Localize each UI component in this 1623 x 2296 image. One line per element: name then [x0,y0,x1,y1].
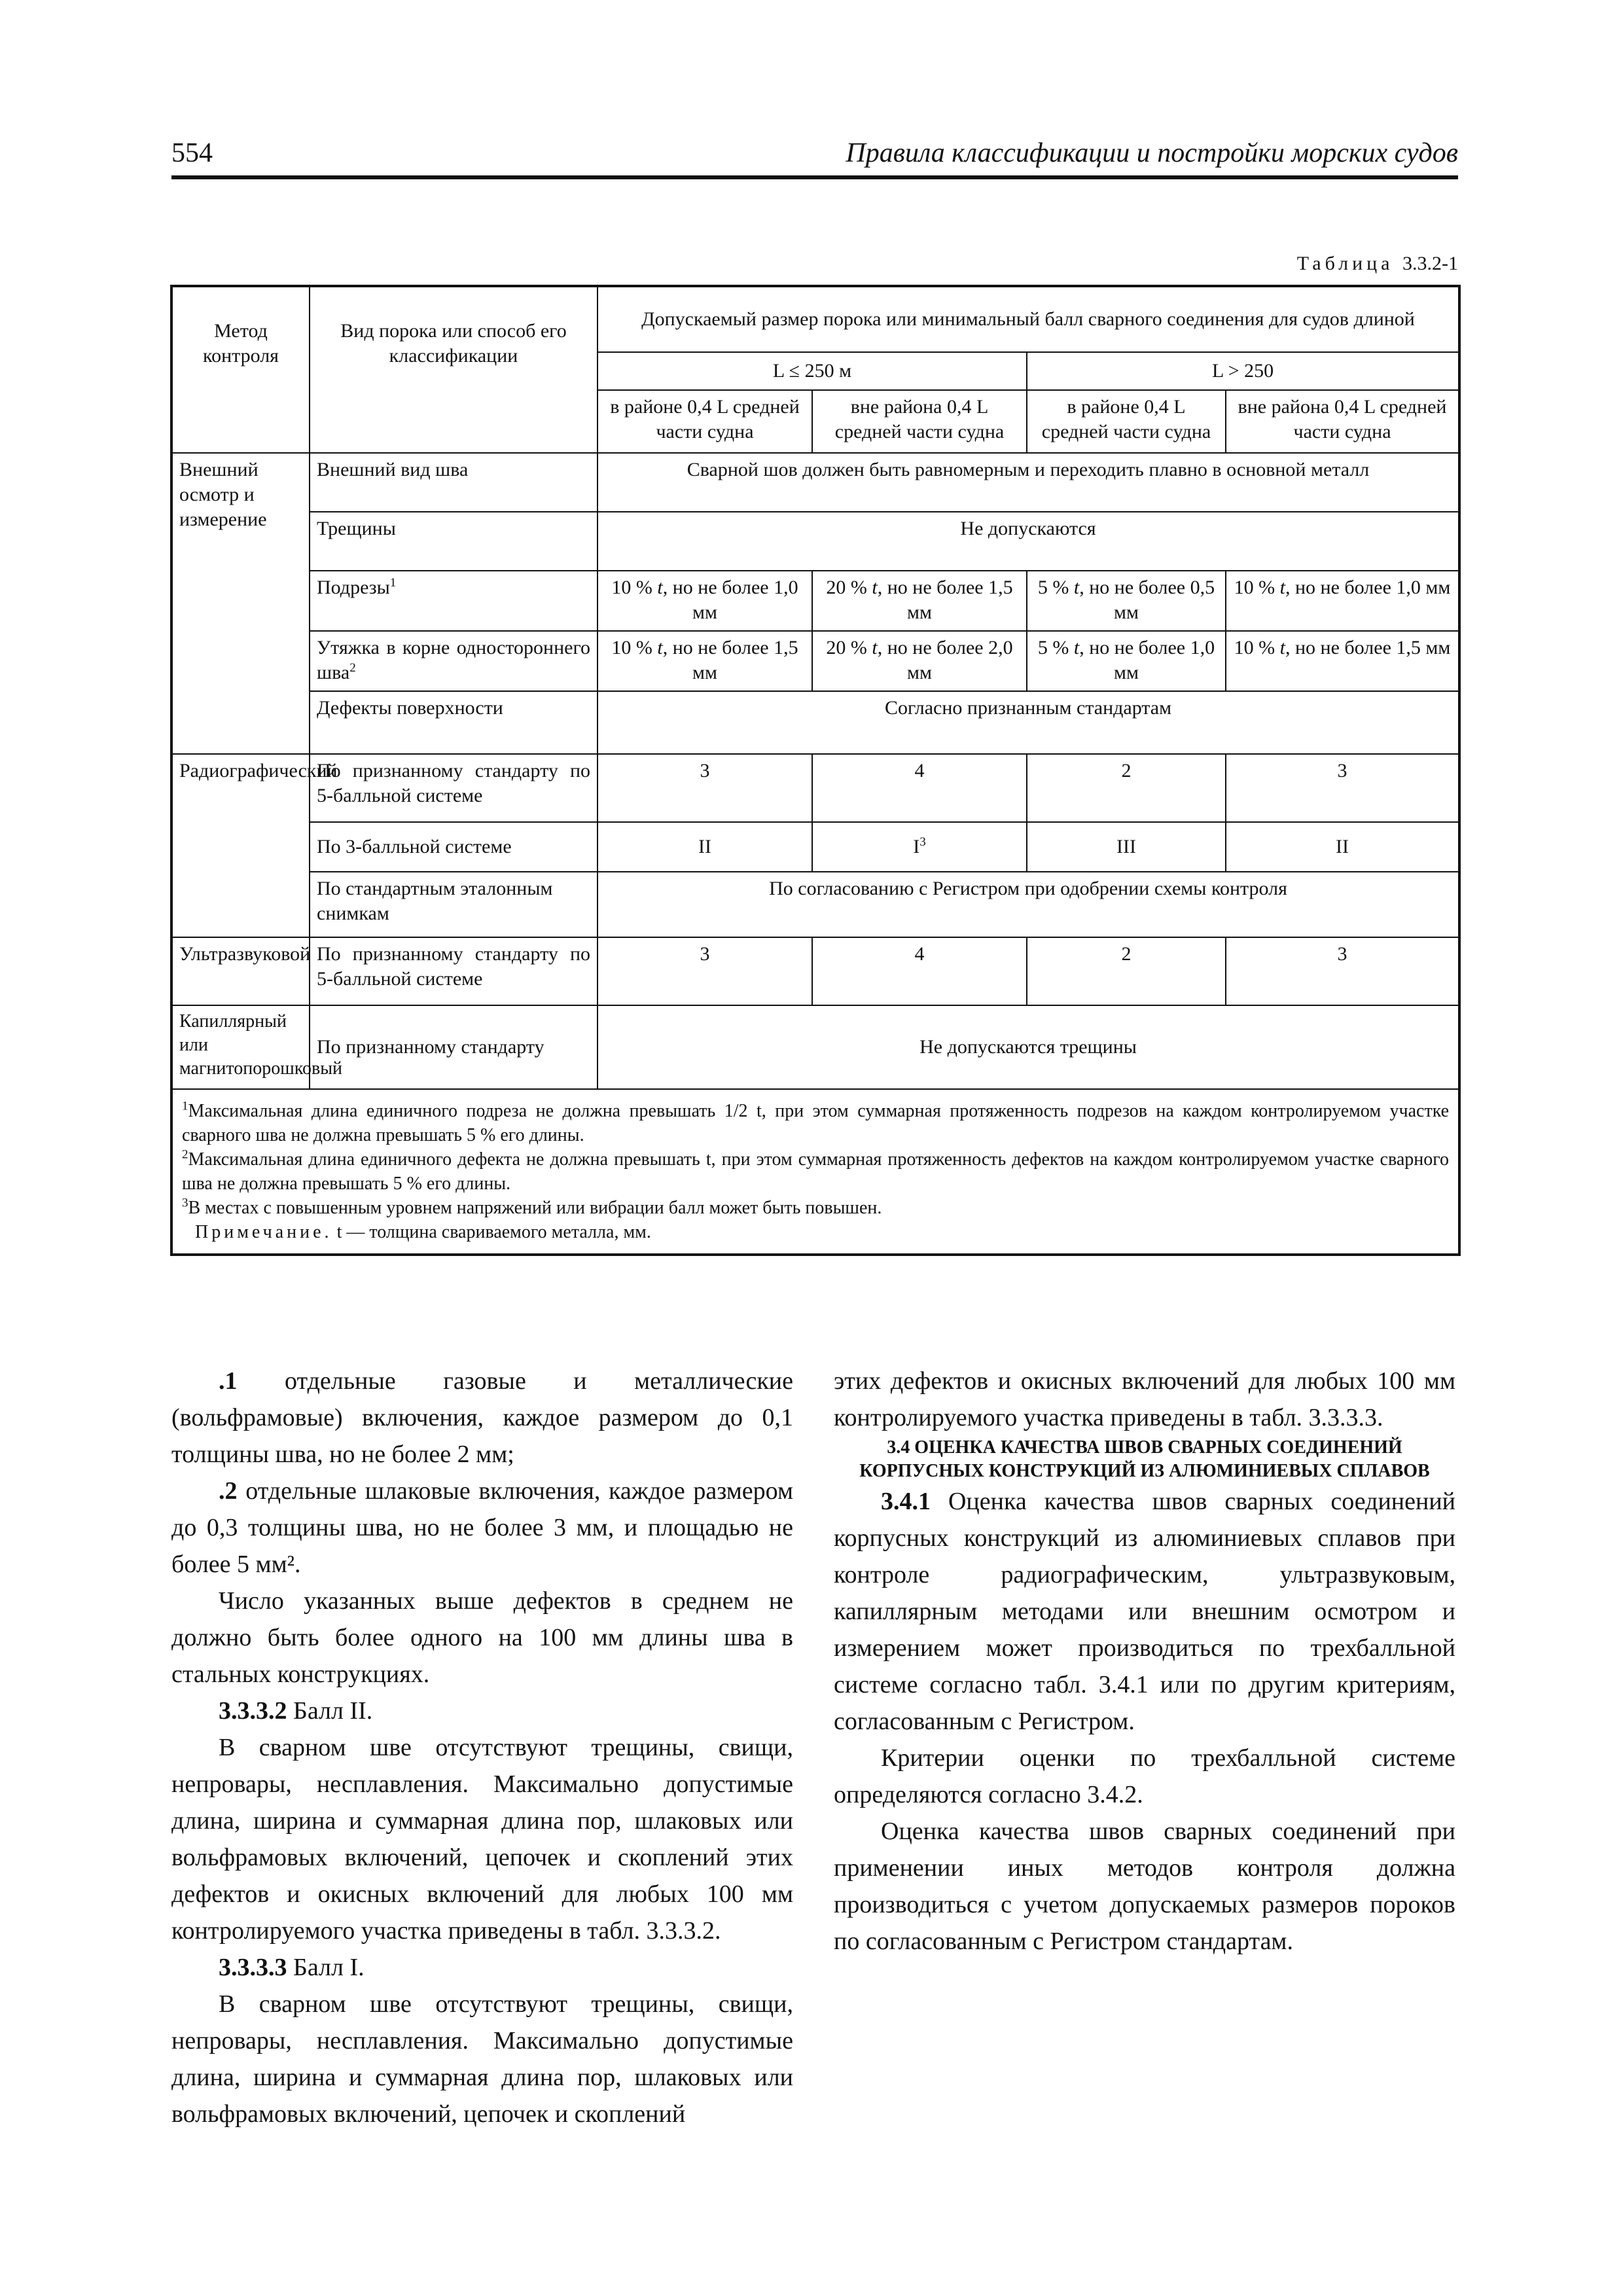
radio-etalon-value: По согласованию с Регистром при одобрении схемы контроля [597,872,1459,937]
var-t: t [1279,637,1285,658]
table-notes [172,1089,1459,1254]
radio-sys3-1: II [597,822,812,872]
item-2-text: отдельные шлаковые включения, каждое размером до 0,3 толщины шва, но не более 3 мм, и площадью не более 5 мм². [171,1477,793,1578]
clause-3-3-3-3-text: Балл I. [287,1954,365,1981]
undercuts-cell-4 [1226,571,1459,631]
undercuts-cell-3 [1027,571,1226,631]
footnote-mark-1: 1 [389,576,397,590]
running-title: Правила классификации и постройки морских судов [846,138,1458,168]
row-undercuts [310,571,597,631]
var-t: t [657,577,663,598]
root-value-1: 10 % [611,637,652,658]
ultra-std5-2: 4 [812,937,1027,1005]
radio-etalon: По стандартным эталонным снимкам [310,872,597,937]
row-surface: Дефекты поверхности [310,691,597,754]
root-cell-1 [597,631,812,691]
header-rule [171,175,1458,179]
radio-sys3: По 3-балльной системе [310,822,597,872]
undercuts-value-4: 10 % [1234,577,1275,598]
capillary-value: Не допускаются трещины [597,1005,1459,1089]
root-tail-3: , но не более 1,0 мм [1079,637,1215,683]
table-caption-word: Таблица [1296,253,1394,274]
head-allowed: Допускаемый размер порока или минимальный балл сварного соединения для судов длиной [597,287,1459,352]
note-3 [182,1196,1449,1220]
method-visual: Внешний осмотр и измерение [172,453,310,754]
root-tail-1: , но не более 1,5 мм [662,637,798,683]
root-tail-4: , но не более 1,5 мм [1285,637,1451,658]
para-defect-count: Число указанных выше дефектов в среднем не должно быть более одного на 100 мм длины шва в стальных конструкциях. [171,1587,793,1688]
row-appearance-value: Сварной шов должен быть равномерным и переходить плавно в основной металл [597,453,1459,512]
para-criteria: Критерии оценки по трехбалльной системе определяются согласно 3.4.2. [834,1744,1455,1808]
footnote-mark-3: 3 [919,835,926,849]
var-t: t [1073,577,1080,598]
method-radio: Радиографический [172,754,310,937]
note-3-text: В местах с повышенным уровнем напряжений или вибрации балл может быть повышен. [188,1198,882,1218]
undercuts-value-2: 20 % [826,577,867,598]
undercuts-value-3: 5 % [1037,577,1069,598]
radio-sys3-2-value: I [913,836,920,857]
item-1-number: .1 [219,1367,238,1395]
root-value-4: 10 % [1234,637,1275,658]
head-out-region-2: вне района 0,4 L средней части судна [1226,390,1459,453]
undercuts-tail-1: , но не более 1,0 мм [662,577,798,623]
ultra-std5-3: 2 [1027,937,1226,1005]
note-1-mark: 1 [182,1099,188,1113]
radio-sys3-4: II [1226,822,1459,872]
root-cell-4 [1226,631,1459,691]
undercuts-cell-2 [812,571,1027,631]
page-number: 554 [171,138,213,168]
clause-3-4-1-text: Оценка качества швов сварных соединений корпусных конструкций из алюминиевых сплавов при контроле радиографическим, ультразвуковым, капиллярным методами или внешним осмотром и измерением может производиться по трехбалльной системе согласно табл. 3.4.1 или по другим критериям, согласованным с Регистром. [834,1488,1455,1735]
head-in-region-1: в районе 0,4 L средней части судна [597,390,812,453]
undercuts-tail-2: , но не более 1,5 мм [877,577,1013,623]
method-capillary: Капиллярный или магнитопорошковый [172,1005,310,1089]
root-cell-3 [1027,631,1226,691]
root-cell-2 [812,631,1027,691]
defect-criteria-table [171,286,1459,1255]
note-2 [182,1147,1449,1196]
ultra-std5-4: 3 [1226,937,1459,1005]
head-in-region-2: в районе 0,4 L средней части судна [1027,390,1226,453]
undercuts-value-1: 10 % [611,577,652,598]
body-column-left [171,1363,793,2132]
ultra-std5-1: 3 [597,937,812,1005]
footnote-mark-2: 2 [349,661,356,675]
var-t: t [872,577,878,598]
root-tail-2: , но не более 2,0 мм [877,637,1013,683]
ultra-std5: По признанному стандарту по 5-балльной системе [310,937,597,1005]
undercuts-tail-3: , но не более 0,5 мм [1079,577,1215,623]
clause-3-3-3-2-number: 3.3.3.2 [219,1697,287,1725]
body-column-right [834,1363,1455,1960]
method-ultra: Ультразвуковой [172,937,310,1005]
root-value-2: 20 % [826,637,867,658]
radio-std5-4: 3 [1226,754,1459,822]
row-appearance: Внешний вид шва [310,453,597,512]
row-cracks: Трещины [310,512,597,571]
para-ball-2-text: В сварном шве отсутствуют трещины, свищи, непровары, несплавления. Максимально допустимые длина, ширина и суммарная длина пор, шлаковых или вольфрамовых включений, цепочек и скоплений этих дефектов и окисных включений для любых 100 мм контролируемого участка приведены в табл. 3.3.3.2. [171,1734,793,1945]
row-root [310,631,597,691]
row-undercuts-label: Подрезы [317,577,390,598]
undercuts-tail-4: , но не более 1,0 мм [1285,577,1451,598]
para-item-1 [171,1363,793,1473]
note-2-text: Максимальная длина единичного дефекта не должна превышать t, при этом суммарная протяженность дефектов на каждом контролируемом участке сварного шва не должна превышать 5 % его длины. [182,1149,1450,1194]
head-l-gt-250: L > 250 [1027,352,1459,390]
item-1-text: отдельные газовые и металлические (вольфрамовые) включения, каждое размером до 0,1 толщины шва, но не более 2 мм; [171,1367,793,1468]
para-other-methods: Оценка качества швов сварных соединений при применении иных методов контроля должна производиться с учетом допускаемых размеров пороков по согласованным с Регистром стандартам. [834,1818,1455,1955]
radio-sys3-2 [812,822,1027,872]
radio-std5: По признанному стандарту по 5-балльной системе [310,754,597,822]
note-3-mark: 3 [182,1196,188,1210]
table-caption [1297,253,1458,275]
root-value-3: 5 % [1037,637,1069,658]
head-out-region-1: вне района 0,4 L средней части судна [812,390,1027,453]
var-t: t [872,637,878,658]
row-root-label: Утяжка в корне одностороннего шва [317,637,590,683]
note-remark-word: Примечание. [195,1222,332,1242]
clause-3-3-3-3-number: 3.3.3.3 [219,1954,287,1981]
note-2-mark: 2 [182,1147,188,1162]
row-cracks-value: Не допускаются [597,512,1459,571]
para-3-3-3-3 [171,1949,793,1986]
radio-std5-3: 2 [1027,754,1226,822]
var-t: t [1073,637,1080,658]
radio-sys3-3: III [1027,822,1226,872]
note-1-text: Максимальная длина единичного подреза не должна превышать 1/2 t, при этом суммарная протяженность подрезов на каждом контролируемом участке сварного шва не должна превышать 5 % его длины. [182,1101,1450,1145]
head-l-le-250: L ≤ 250 м [597,352,1027,390]
clause-3-3-3-2-text: Балл II. [287,1697,373,1725]
note-remark [182,1220,1449,1244]
head-defect-type: Вид порока или способ его классификации [310,287,597,453]
para-ball-1-text: В сварном шве отсутствуют трещины, свищи, непровары, несплавления. Максимально допустимые длина, ширина и суммарная длина пор, шлаковых или вольфрамовых включений, цепочек и скоплений [171,1990,793,2128]
head-method: Метод контроля [172,287,310,453]
undercuts-cell-1 [597,571,812,631]
para-continuation: этих дефектов и окисных включений для любых 100 мм контролируемого участка приведены в табл. 3.3.3.3. [834,1367,1455,1431]
radio-std5-1: 3 [597,754,812,822]
note-1 [182,1099,1449,1147]
capillary-std: По признанному стандарту [310,1005,597,1089]
page-header [171,137,1458,178]
table-caption-number: 3.3.2-1 [1402,253,1458,274]
para-item-2 [171,1473,793,1583]
radio-std5-2: 4 [812,754,1027,822]
para-3-4-1 [834,1483,1455,1740]
item-2-number: .2 [219,1477,238,1505]
section-heading-3-4: 3.4 ОЦЕНКА КАЧЕСТВА ШВОВ СВАРНЫХ СОЕДИНЕНИЙ КОРПУСНЫХ КОНСТРУКЦИЙ ИЗ АЛЮМИНИЕВЫХ СПЛАВОВ [859,1437,1430,1481]
para-3-3-3-2 [171,1693,793,1729]
row-surface-value: Согласно признанным стандартам [597,691,1459,754]
note-remark-text: t — толщина свариваемого металла, мм. [336,1222,651,1242]
clause-3-4-1-number: 3.4.1 [881,1488,931,1515]
var-t: t [1279,577,1285,598]
var-t: t [657,637,663,658]
